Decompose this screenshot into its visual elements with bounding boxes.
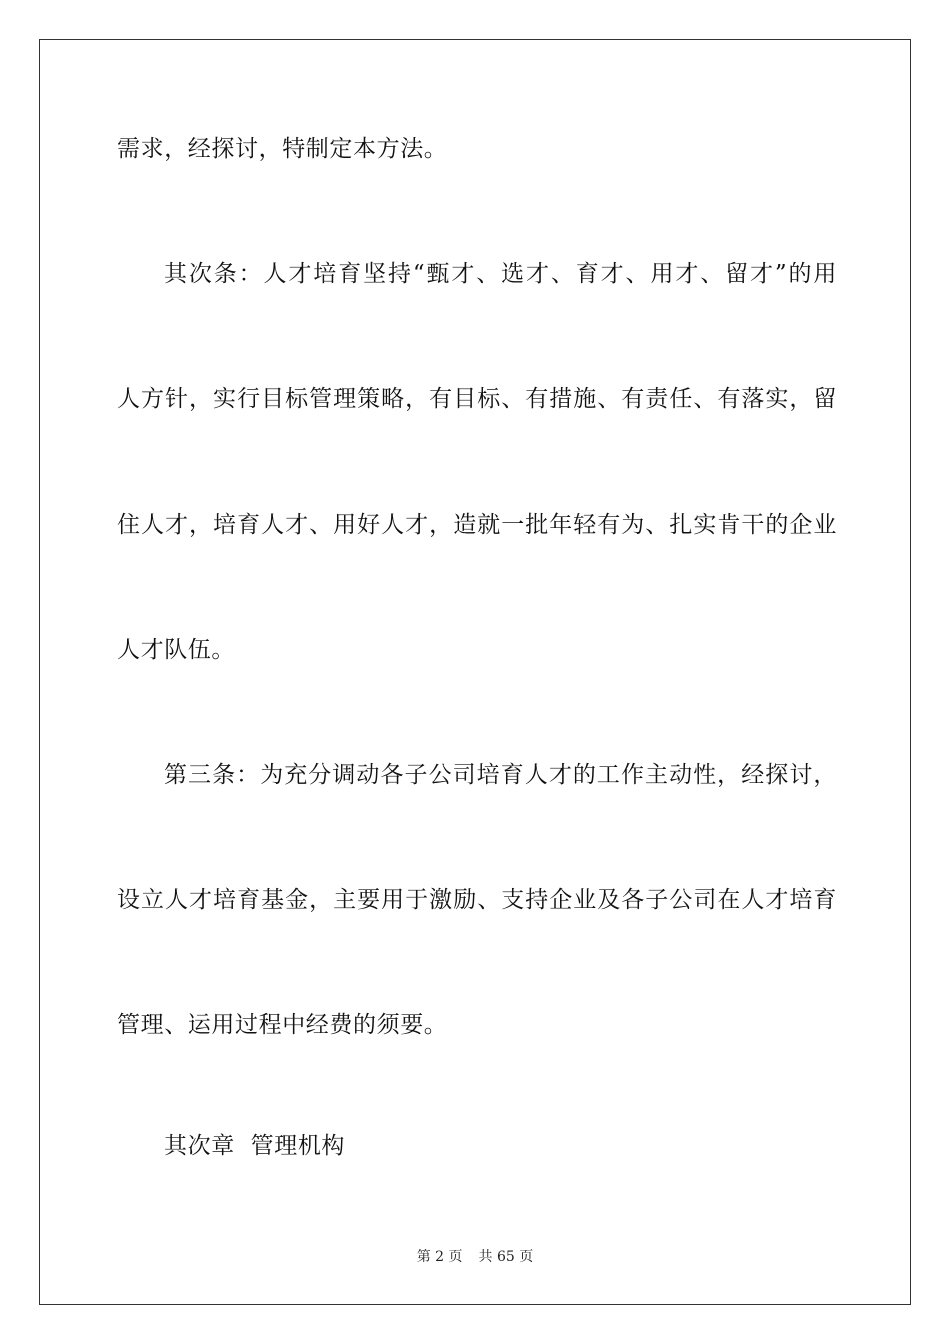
article-3-line-2: 设立人才培育基金，主要用于激励、支持企业及各子公司在人才培育 <box>117 887 837 913</box>
article-2-line-3: 住人才，培育人才、用好人才，造就一批年轻有为、扎实肯干的企业 <box>117 512 837 538</box>
article-2-line-2: 人方针，实行目标管理策略，有目标、有措施、有责任、有落实，留 <box>117 386 837 412</box>
paragraph-line-1: 需求，经探讨，特制定本方法。 <box>117 136 448 162</box>
article-3-line-3: 管理、运用过程中经费的须要。 <box>117 1012 448 1038</box>
article-2-line-4: 人才队伍。 <box>117 637 235 663</box>
page-number: 第 2 页 <box>416 1249 463 1265</box>
chapter-heading: 其次章 管理机构 <box>164 1133 346 1159</box>
article-3-line-1: 第三条：为充分调动各子公司培育人才的工作主动性，经探讨， <box>164 762 837 788</box>
page-footer <box>0 1248 950 1266</box>
page-total: 共 65 页 <box>478 1249 534 1265</box>
page-border <box>39 39 911 1305</box>
article-2-line-1: 其次条：人才培育坚持“甄才、选才、育才、用才、留才”的用 <box>164 261 837 287</box>
